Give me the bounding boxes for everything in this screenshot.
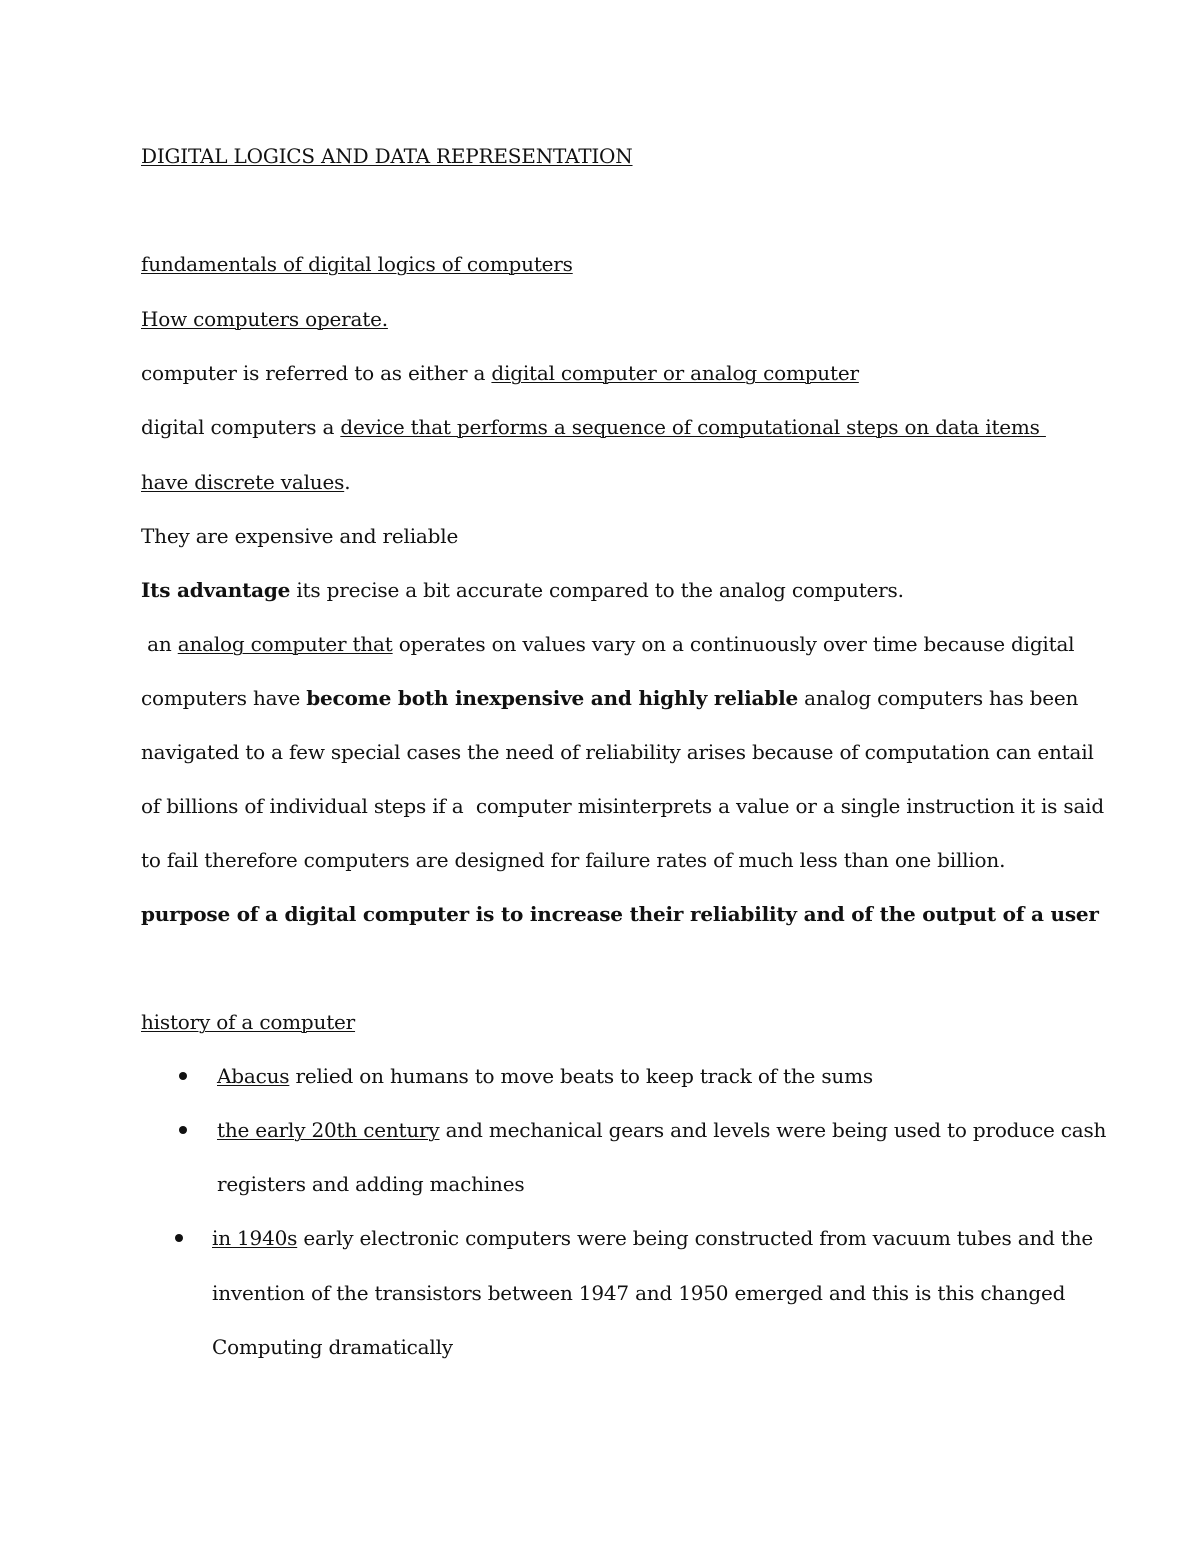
underlined-text: analog computer that [177,632,393,656]
bullet-icon [175,1234,183,1242]
text-span: and mechanical gears and levels were being used to produce cash [439,1118,1107,1142]
list-item-continuation: registers and adding machines [217,1172,525,1196]
underlined-text: in 1940s [212,1226,298,1250]
text-span: computers have [141,686,307,710]
text-span: analog computers has been [798,686,1079,710]
underlined-text: device that performs a sequence of computational steps on data items [340,415,1046,439]
bold-text: Its advantage [141,578,291,602]
paragraph-purpose: purpose of a digital computer is to increase their reliability and of the output of a user [141,902,1099,926]
text-span: its precise a bit accurate compared to the analog computers. [290,578,904,602]
list-item-continuation: Computing dramatically [212,1335,453,1359]
paragraph-digital-computers-line2 [141,468,350,496]
bullet-icon [179,1126,187,1134]
underlined-text: have discrete values [141,470,345,494]
bold-text: become both inexpensive and highly reliable [306,686,799,710]
bullet-icon [179,1072,187,1080]
list-item-abacus [217,1062,873,1090]
subheading-how-computers-operate: How computers operate. [141,307,388,331]
underlined-text: the early 20th century [217,1118,440,1142]
section-heading-fundamentals: fundamentals of digital logics of computers [141,252,573,276]
text-span: operates on values vary on a continuously over time because digital [392,632,1075,656]
text-span: an [141,632,178,656]
text-span: digital computers a [141,415,341,439]
underlined-text: Abacus [217,1064,290,1088]
paragraph-analog-line4: of billions of individual steps if a computer misinterprets a value or a single instruction it is said [141,794,1104,818]
paragraph-digital-computers-line1 [141,413,1046,441]
text-span: early electronic computers were being constructed from vacuum tubes and the [297,1226,1094,1250]
list-item-1940s [212,1224,1093,1252]
paragraph-analog-line2 [141,684,1078,712]
paragraph-analog-line5: to fail therefore computers are designed for failure rates of much less than one billion. [141,848,1006,872]
list-item-continuation: invention of the transistors between 1947 and 1950 emerged and this is this changed [212,1281,1066,1305]
paragraph-computer-types [141,359,859,387]
paragraph-analog-line1 [141,630,1074,658]
text-span: relied on humans to move beats to keep track of the sums [289,1064,873,1088]
document-title: DIGITAL LOGICS AND DATA REPRESENTATION [141,144,633,168]
list-item-early-20th-century [217,1116,1106,1144]
text-span: computer is referred to as either a [141,361,492,385]
section-heading-history: history of a computer [141,1010,356,1034]
text-span: . [344,470,351,494]
paragraph-advantage [141,576,904,604]
paragraph-analog-line3: navigated to a few special cases the need of reliability arises because of computation can entail [141,740,1094,764]
paragraph-expensive-reliable: They are expensive and reliable [141,524,459,548]
underlined-text: digital computer or analog computer [491,361,859,385]
